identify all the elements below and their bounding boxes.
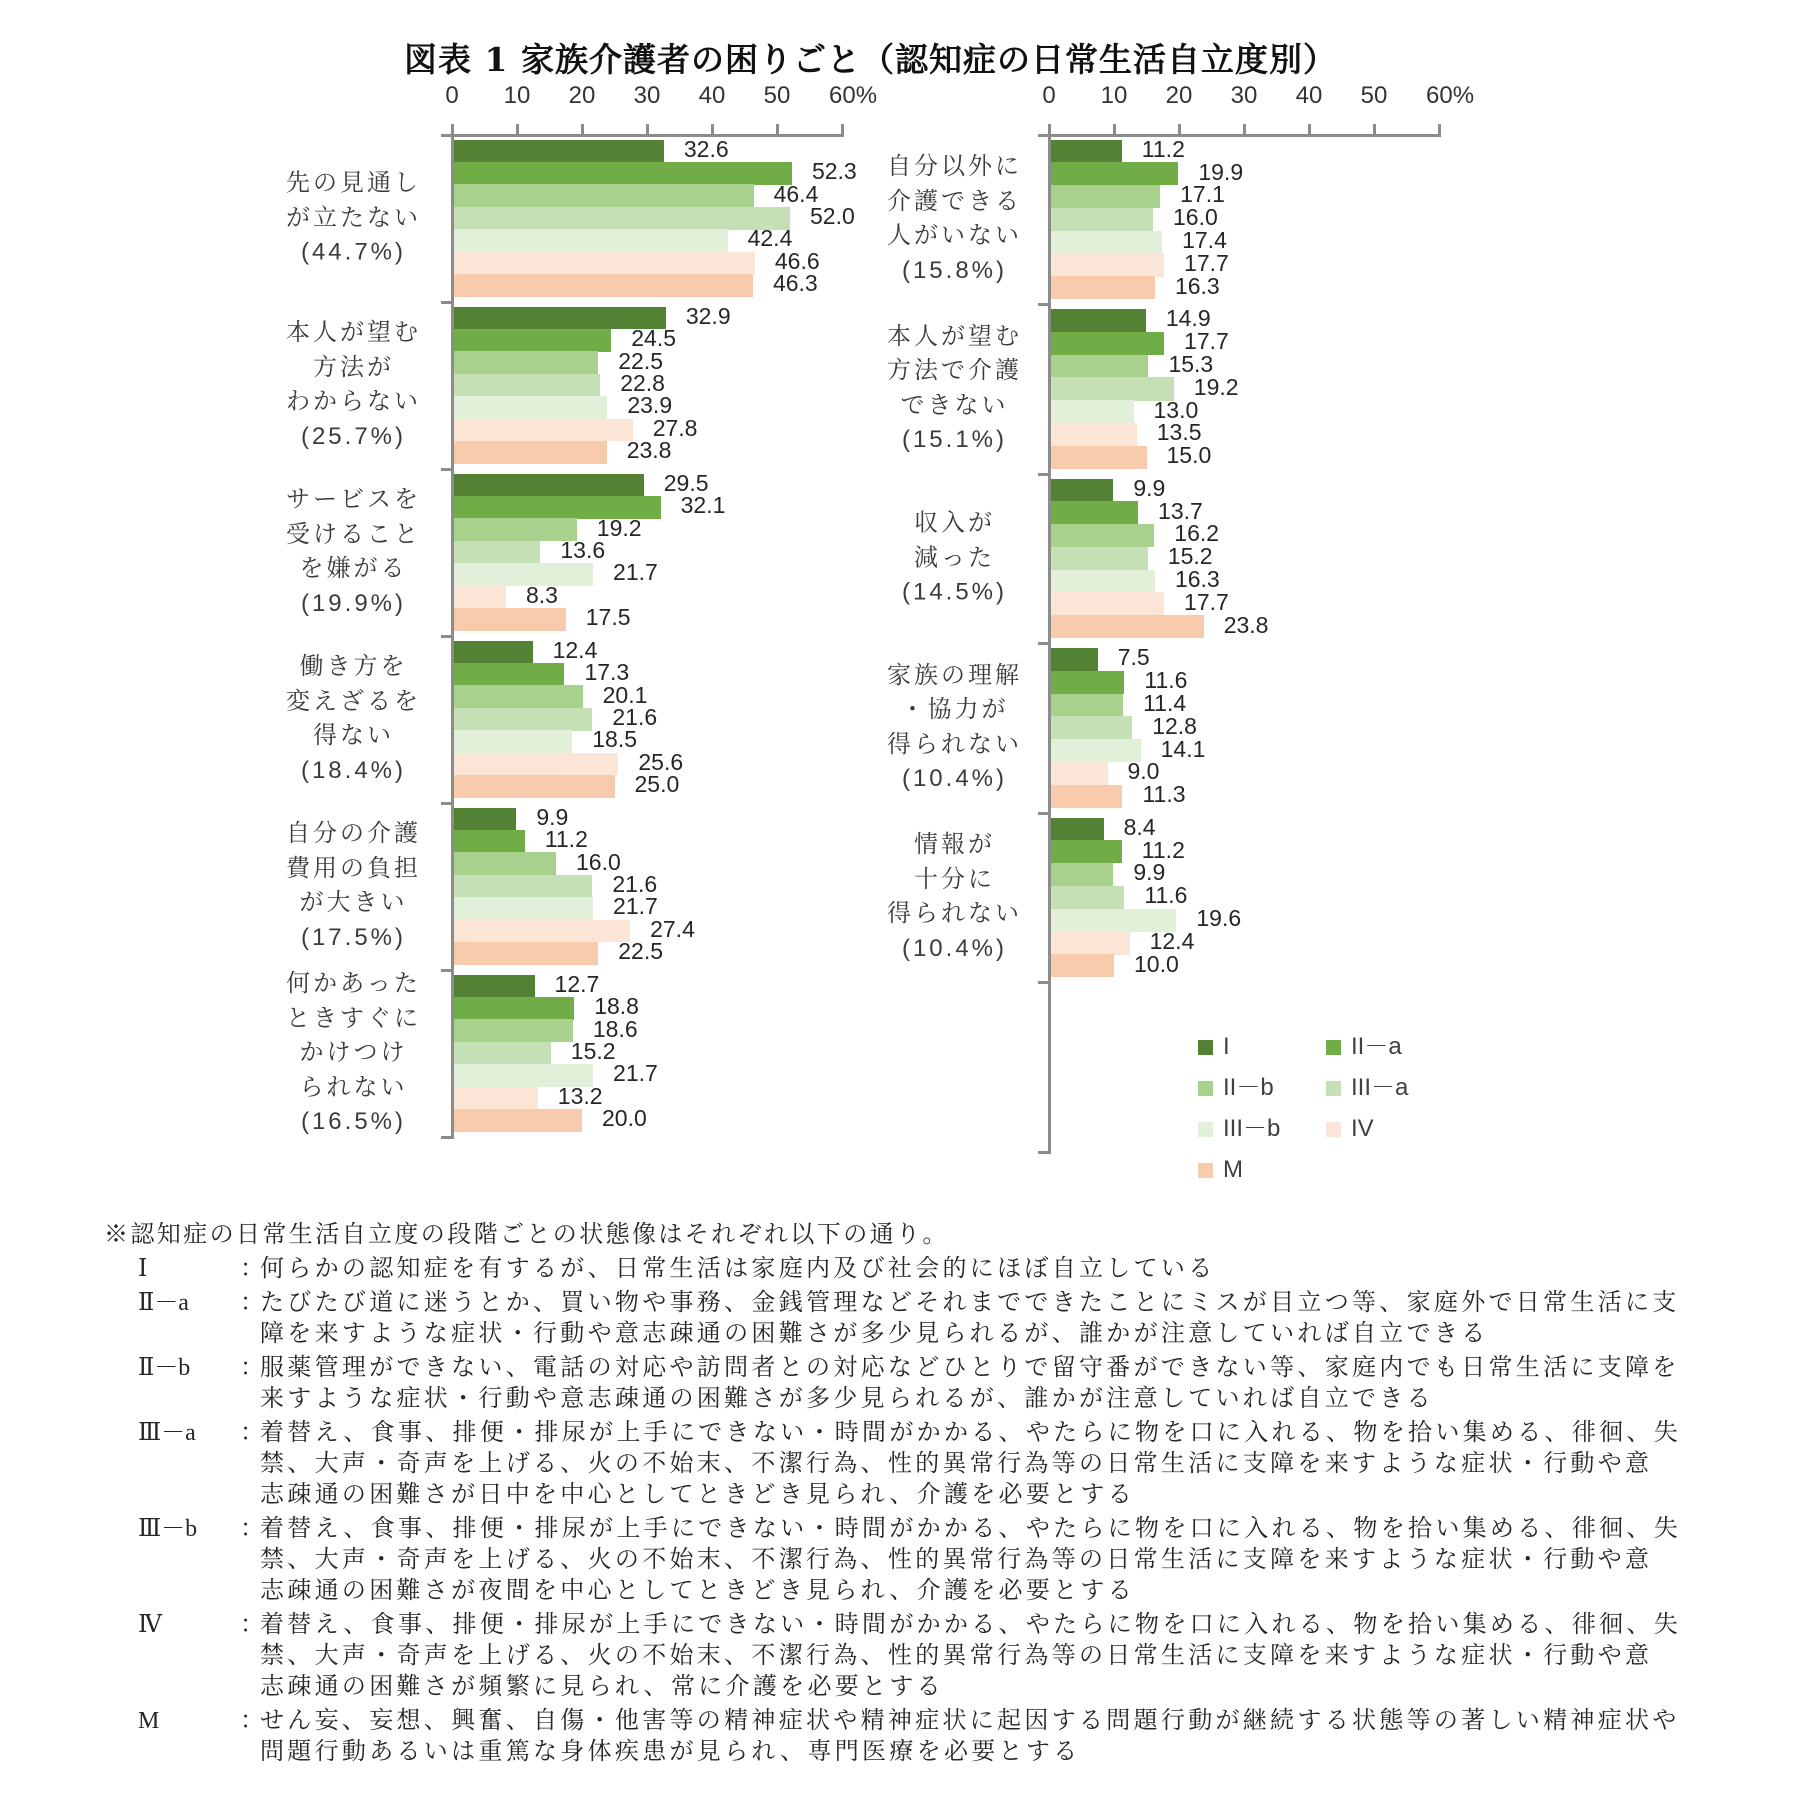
value-label: 11.6	[1144, 667, 1188, 694]
value-label: 11.2	[1141, 836, 1185, 863]
category-label	[884, 320, 1022, 458]
x-axis-line	[441, 134, 844, 137]
bar	[1051, 400, 1134, 423]
category-label-line: 何かあった	[286, 969, 421, 997]
category-label	[283, 967, 421, 1140]
value-label: 11.4	[1143, 689, 1187, 716]
footnote-entry	[104, 1254, 1724, 1285]
footnote-entry	[104, 1514, 1724, 1607]
category-label-line: 変えざるを	[286, 687, 421, 715]
value-label: 16.2	[1174, 520, 1220, 547]
legend-swatch	[1198, 1081, 1213, 1096]
value-label: 17.5	[585, 604, 631, 631]
legend-swatch	[1198, 1163, 1213, 1178]
value-label: 52.3	[811, 158, 857, 185]
value-label: 15.3	[1168, 350, 1214, 377]
x-axis-tick	[646, 124, 649, 135]
bar	[1051, 886, 1125, 909]
x-axis-tick	[1113, 124, 1116, 135]
bar	[1051, 762, 1108, 785]
legend-label: II－a	[1351, 1033, 1402, 1060]
y-axis-tick	[1038, 981, 1049, 984]
legend-label: IV	[1351, 1115, 1374, 1142]
category-label-line: 収入が	[913, 509, 995, 537]
value-label: 8.4	[1123, 813, 1156, 840]
bar	[1051, 954, 1115, 977]
bar	[454, 162, 792, 185]
bar	[1051, 208, 1154, 231]
bar	[1051, 570, 1155, 593]
footnote-line: 障を来すような症状・行動や意志疎通の困難さが多少見られるが、誰かが注意していれば自立できる	[260, 1321, 1489, 1347]
value-label: 18.6	[592, 1015, 638, 1042]
category-label-line: (10.4%)	[901, 934, 1008, 962]
bar	[454, 753, 619, 776]
legend-swatch	[1326, 1081, 1341, 1096]
y-axis-tick	[441, 969, 452, 972]
x-tick-label: 60%	[829, 82, 878, 109]
category-label-line: 人がいない	[887, 222, 1022, 250]
x-tick-label: 10	[1100, 82, 1128, 109]
value-label: 16.3	[1174, 566, 1220, 593]
category-label-line: 本人が望む	[286, 319, 421, 346]
bar	[454, 730, 573, 753]
value-label: 23.9	[627, 392, 673, 419]
value-label: 32.6	[683, 135, 729, 162]
footnote-colon: ：	[240, 1708, 264, 1734]
x-tick-label: 20	[1165, 82, 1193, 109]
category-label-line: (17.5%)	[300, 923, 407, 951]
category-label-line: できない	[900, 391, 1009, 419]
x-tick-label: 30	[633, 82, 661, 109]
bar	[454, 663, 565, 686]
value-label: 46.6	[774, 247, 820, 274]
footnote-level-label: Ⅰ	[138, 1256, 148, 1282]
category-label-line: かけつけ	[299, 1038, 408, 1066]
footnote-colon: ：	[240, 1420, 264, 1446]
value-label: 42.4	[747, 225, 793, 252]
bar	[1051, 840, 1122, 863]
category-label-line: 減った	[913, 544, 995, 571]
x-tick-label: 40	[1295, 82, 1323, 109]
value-label: 9.9	[1133, 474, 1166, 501]
bar	[1051, 547, 1148, 570]
footnote-level-label: Ⅱ－b	[138, 1355, 191, 1381]
category-label-line: (19.9%)	[300, 589, 407, 617]
bar	[1051, 332, 1165, 355]
footnote-level-label: Ⅲ－a	[138, 1420, 196, 1446]
bar	[454, 140, 664, 163]
footnote-line: 志疎通の困難さが夜間を中心としてときどき見られ、介護を必要とする	[260, 1578, 1136, 1604]
bar	[454, 563, 594, 586]
value-label: 17.7	[1184, 328, 1229, 355]
footnote-line: 来すような症状・行動や意志疎通の困難さが多少見られるが、誰かが注意していれば自立できる	[260, 1386, 1434, 1412]
x-axis-tick	[841, 124, 844, 135]
value-label: 21.7	[613, 559, 658, 586]
y-axis-tick	[1038, 642, 1049, 645]
category-label-line: (10.4%)	[901, 765, 1008, 793]
value-label: 32.9	[685, 302, 731, 329]
category-label	[283, 483, 421, 621]
value-label: 18.5	[592, 726, 638, 753]
category-label-line: ・協力が	[900, 696, 1009, 724]
bar	[454, 997, 575, 1020]
value-label: 11.2	[544, 826, 588, 853]
value-label: 16.3	[1174, 272, 1220, 299]
y-axis-tick	[441, 468, 452, 471]
value-label: 46.3	[772, 270, 818, 297]
value-label: 13.2	[557, 1082, 603, 1109]
x-tick-label: 60%	[1426, 82, 1475, 109]
footnote-level-label: M	[138, 1708, 160, 1734]
category-label-line: を嫌がる	[299, 555, 408, 582]
bar	[454, 329, 612, 352]
value-label: 13.5	[1156, 419, 1202, 446]
value-label: 52.0	[810, 203, 855, 229]
legend-swatch	[1326, 1040, 1341, 1055]
legend-label: M	[1223, 1156, 1243, 1183]
x-axis-tick	[581, 124, 584, 135]
footnote	[104, 1220, 1724, 1768]
x-axis-tick	[1308, 124, 1311, 135]
bar	[1051, 162, 1179, 185]
footnote-line: 禁、大声・奇声を上げる、火の不始末、不潔行為、性的異常行為等の日常生活に支障を来すような症状・行動や意	[260, 1643, 1653, 1669]
bar	[454, 942, 599, 965]
x-tick-label: 20	[568, 82, 596, 109]
category-label-line: (15.1%)	[901, 426, 1008, 454]
footnote-line: せん妄、妄想、興奮、自傷・他害等の精神症状や精神症状に起因する問題行動が継続する状態等の著しい精神症状や	[260, 1708, 1680, 1734]
value-label: 15.2	[1167, 543, 1213, 570]
x-axis-tick	[1438, 124, 1441, 135]
value-label: 20.0	[602, 1105, 647, 1132]
category-label-line: 方法が	[313, 353, 394, 381]
value-label: 12.4	[552, 636, 598, 663]
footnote-colon: ：	[240, 1516, 264, 1542]
bar	[454, 808, 517, 831]
value-label: 14.1	[1160, 735, 1206, 762]
legend-swatch	[1326, 1122, 1341, 1137]
value-label: 20.1	[602, 681, 648, 708]
footnote-line: 着替え、食事、排便・排尿が上手にできない・時間がかかる、やたらに物を口に入れる、物を拾い集める、徘徊、失	[260, 1516, 1682, 1542]
x-axis-tick	[516, 124, 519, 135]
bar	[1051, 863, 1114, 886]
category-label-line: 十分に	[914, 865, 995, 893]
category-label-line: (25.7%)	[300, 422, 407, 450]
x-tick-label: 50	[1360, 82, 1388, 109]
bar	[1051, 615, 1204, 638]
value-label: 17.7	[1184, 249, 1229, 276]
y-axis-tick	[1038, 1151, 1049, 1154]
bar	[454, 641, 533, 664]
value-label: 8.3	[525, 581, 558, 608]
bar	[1051, 446, 1147, 469]
footnote-line: 何らかの認知症を有するが、日常生活は家庭内及び社会的にほぼ自立している	[260, 1256, 1216, 1282]
value-label: 13.0	[1153, 396, 1199, 423]
footnote-entry	[104, 1353, 1724, 1415]
value-label: 19.6	[1196, 905, 1242, 932]
category-label	[884, 659, 1022, 797]
bar	[454, 685, 583, 708]
bar	[1051, 716, 1133, 739]
y-axis-tick	[1038, 473, 1049, 476]
y-axis-tick	[441, 802, 452, 805]
y-axis-tick	[1038, 812, 1049, 815]
legend-label: I	[1223, 1033, 1230, 1060]
category-label-line: 本人が望む	[887, 322, 1022, 350]
x-tick-label: 10	[503, 82, 531, 109]
footnote-entry	[104, 1610, 1724, 1703]
value-label: 19.2	[1193, 373, 1239, 400]
value-label: 13.7	[1158, 497, 1203, 524]
category-label-line: 情報が	[914, 831, 995, 859]
category-label-line: (16.5%)	[300, 1107, 407, 1135]
chart-title: 図表 1 家族介護者の困りごと（認知症の日常生活自立度別）	[404, 40, 1337, 79]
legend-label: II－b	[1223, 1074, 1274, 1101]
category-label-line: (14.5%)	[901, 578, 1008, 606]
legend-swatch	[1198, 1122, 1213, 1137]
bar	[1051, 694, 1124, 717]
footnote-colon: ：	[240, 1355, 264, 1381]
y-axis-tick	[1038, 303, 1049, 306]
footnote-header: ※認知症の日常生活自立度の段階ごとの状態像はそれぞれ以下の通り。	[104, 1222, 949, 1248]
footnote-colon: ：	[240, 1290, 264, 1316]
value-label: 22.5	[618, 938, 664, 965]
bar	[454, 920, 631, 943]
value-label: 17.4	[1182, 227, 1227, 254]
x-tick-label: 0	[445, 82, 459, 109]
category-label	[884, 150, 1022, 288]
bar	[1051, 648, 1098, 671]
bar	[1051, 592, 1165, 615]
value-label: 23.8	[1223, 611, 1269, 638]
bar	[454, 374, 601, 397]
category-label-line: 受けること	[286, 520, 421, 548]
value-label: 32.1	[680, 492, 726, 519]
footnote-entries	[104, 1254, 1724, 1768]
y-axis-tick	[441, 635, 452, 638]
value-label: 11.2	[1141, 135, 1185, 162]
footnote-line: 着替え、食事、排便・排尿が上手にできない・時間がかかる、やたらに物を口に入れる、物を拾い集める、徘徊、失	[260, 1612, 1682, 1638]
footnote-line: たびたび道に迷うとか、買い物や事務、金銭管理などそれまでできたことにミスが目立つ等、家庭外で日常生活に支	[260, 1290, 1680, 1316]
footnote-line: 禁、大声・奇声を上げる、火の不始末、不潔行為、性的異常行為等の日常生活に支障を来すような症状・行動や意	[260, 1547, 1653, 1573]
value-label: 7.5	[1117, 644, 1150, 671]
value-label: 12.4	[1149, 927, 1195, 954]
legend-label: III－b	[1223, 1115, 1281, 1142]
value-label: 29.5	[663, 469, 709, 496]
bar	[454, 1019, 573, 1042]
bar	[454, 351, 599, 374]
bar	[1051, 818, 1104, 841]
bar	[1051, 479, 1114, 502]
value-label: 12.7	[554, 970, 600, 997]
bar	[454, 207, 791, 230]
value-label: 27.4	[650, 915, 695, 942]
category-label-line: サービスを	[286, 486, 421, 513]
bar	[454, 975, 535, 998]
bar	[454, 419, 633, 442]
category-label-line: 費用の負担	[286, 854, 421, 882]
category-label-line: 介護できる	[887, 187, 1022, 215]
value-label: 17.3	[584, 659, 630, 686]
bar	[1051, 185, 1161, 208]
footnote-entry	[104, 1418, 1724, 1511]
category-label-line: 得ない	[313, 722, 394, 749]
x-axis-tick	[711, 124, 714, 135]
value-label: 9.0	[1127, 758, 1160, 785]
x-axis-tick	[776, 124, 779, 135]
value-label: 21.6	[612, 704, 658, 730]
category-label-line: 家族の理解	[887, 661, 1022, 689]
footnote-entry	[104, 1288, 1724, 1350]
value-label: 19.9	[1198, 158, 1244, 185]
bar	[454, 396, 608, 419]
x-tick-label: 50	[763, 82, 791, 109]
x-tick-label: 0	[1042, 82, 1056, 109]
category-label	[283, 650, 421, 788]
footnote-colon: ：	[240, 1256, 264, 1282]
value-label: 13.6	[560, 537, 606, 563]
bar	[454, 252, 755, 275]
category-label-line: 得られない	[887, 900, 1022, 928]
footnote-level-label: Ⅲ－b	[138, 1516, 198, 1542]
category-label	[283, 316, 421, 454]
category-label-line: ときすぐに	[286, 1004, 421, 1032]
value-label: 25.0	[634, 771, 680, 798]
bar	[454, 586, 506, 609]
value-label: 16.0	[576, 848, 621, 875]
category-label-line: 方法で介護	[887, 357, 1022, 385]
category-label-line: が大きい	[299, 889, 408, 916]
category-label	[884, 828, 1022, 966]
bar	[1051, 231, 1163, 254]
value-label: 16.0	[1173, 204, 1218, 231]
value-label: 14.9	[1165, 305, 1211, 332]
x-tick-label: 30	[1230, 82, 1258, 109]
footnote-level-label: Ⅱ－a	[138, 1290, 189, 1316]
y-axis-tick	[441, 301, 452, 304]
value-label: 17.1	[1180, 181, 1225, 208]
footnote-entry	[104, 1706, 1724, 1768]
x-axis-tick	[1243, 124, 1246, 135]
value-label: 9.9	[1133, 859, 1166, 886]
value-label: 23.8	[626, 437, 672, 464]
value-label: 19.2	[596, 514, 642, 541]
footnote-colon: ：	[240, 1612, 264, 1638]
value-label: 46.4	[773, 180, 819, 207]
bar	[454, 541, 541, 564]
value-label: 21.7	[613, 893, 658, 920]
legend-swatch	[1198, 1040, 1213, 1055]
bar	[1051, 501, 1139, 524]
bar	[454, 474, 644, 497]
bar	[454, 274, 753, 297]
bar	[454, 441, 607, 464]
footnote-line: 志疎通の困難さが頻繁に見られ、常に介護を必要とする	[260, 1674, 944, 1700]
value-label: 15.0	[1166, 442, 1212, 469]
bar	[1051, 785, 1123, 808]
category-label-line: られない	[299, 1073, 408, 1101]
category-label-line: 働き方を	[299, 653, 408, 680]
bar	[1051, 524, 1155, 547]
category-label-line: 先の見通し	[286, 169, 421, 197]
category-label	[899, 507, 1007, 611]
category-label-line: (18.4%)	[300, 756, 407, 784]
value-label: 18.8	[594, 993, 639, 1020]
category-label	[283, 166, 421, 270]
category-label-line: (15.8%)	[901, 256, 1008, 284]
x-axis-tick	[1373, 124, 1376, 135]
bar	[454, 229, 728, 252]
bar	[454, 875, 593, 898]
bar	[454, 1109, 583, 1132]
x-axis-tick	[1178, 124, 1181, 135]
bar	[454, 184, 754, 207]
bar	[454, 518, 577, 541]
category-label-line: 自分の介護	[286, 820, 421, 847]
bar	[454, 1087, 538, 1110]
category-label-line: が立たない	[286, 203, 421, 231]
value-label: 22.8	[620, 370, 665, 396]
bar	[454, 775, 615, 798]
value-label: 15.2	[570, 1038, 616, 1064]
value-label: 27.8	[652, 414, 698, 441]
footnote-line: 禁、大声・奇声を上げる、火の不始末、不潔行為、性的異常行為等の日常生活に支障を来すような症状・行動や意	[260, 1451, 1653, 1477]
category-label-line: (44.7%)	[300, 238, 407, 266]
footnote-line: 服薬管理ができない、電話の対応や訪問者との対応などひとりで留守番ができない等、家庭内でも日常生活に支障を	[260, 1355, 1680, 1381]
value-label: 25.6	[638, 748, 684, 775]
category-label-line: わからない	[286, 388, 421, 415]
bar	[1051, 140, 1122, 163]
value-label: 9.9	[536, 803, 569, 830]
value-label: 21.7	[613, 1060, 658, 1087]
footnote-level-label: Ⅳ	[138, 1612, 162, 1638]
y-axis-tick	[441, 1136, 452, 1139]
bar	[1051, 253, 1165, 276]
x-tick-label: 40	[698, 82, 726, 109]
category-label-line: 自分以外に	[887, 153, 1022, 181]
bar	[454, 1042, 551, 1065]
bar	[1051, 309, 1146, 332]
bar	[1051, 931, 1130, 954]
footnote-line: 志疎通の困難さが日中を中心としてときどき見られ、介護を必要とする	[260, 1482, 1136, 1508]
category-label	[283, 817, 421, 955]
bar	[1051, 276, 1155, 299]
footnote-line: 問題行動あるいは重篤な身体疾患が見られ、専門医療を必要とする	[260, 1739, 1081, 1765]
value-label: 11.3	[1142, 781, 1186, 808]
value-label: 21.6	[612, 871, 658, 897]
bar	[454, 608, 566, 631]
bar	[454, 852, 557, 875]
value-label: 12.8	[1152, 712, 1197, 739]
x-axis-line	[1038, 134, 1441, 137]
legend-label: III－a	[1351, 1074, 1409, 1101]
bar	[1051, 671, 1125, 694]
value-label: 24.5	[631, 325, 677, 352]
bar	[1051, 355, 1149, 378]
bar	[1051, 423, 1137, 446]
bar	[454, 897, 594, 920]
value-label: 11.6	[1144, 882, 1188, 909]
value-label: 22.5	[618, 347, 664, 374]
value-label: 17.7	[1184, 588, 1229, 615]
bar	[454, 830, 525, 853]
bar	[454, 708, 593, 731]
category-label-line: 得られない	[887, 730, 1022, 758]
value-label: 10.0	[1134, 950, 1179, 977]
footnote-line: 着替え、食事、排便・排尿が上手にできない・時間がかかる、やたらに物を口に入れる、物を拾い集める、徘徊、失	[260, 1420, 1682, 1446]
